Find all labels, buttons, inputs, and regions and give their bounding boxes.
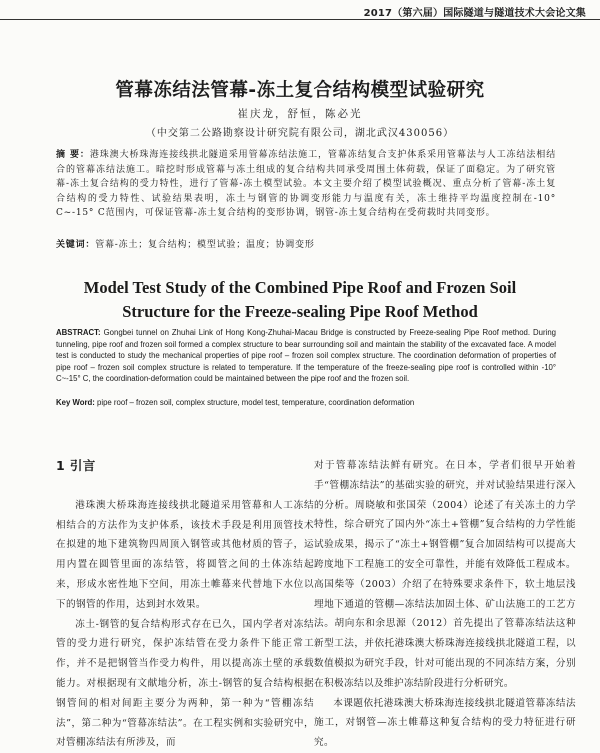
abstract-en-label: ABSTRACT:	[56, 328, 101, 337]
keywords-en	[56, 398, 556, 407]
authors-zh: 崔庆龙，舒恒，陈必光	[237, 108, 363, 120]
affiliation-zh: （中交第二公路勘察设计研究院有限公司，湖北武汉430056）	[145, 128, 455, 139]
abstract-en	[56, 327, 556, 385]
title-en-line2: Structure for the Freeze-sealing Pipe Roof Method	[122, 302, 478, 321]
paragraph: 港珠澳大桥珠海连接线拱北隧道采用管幕和人工冻结相结合的方法作为支护体系，该技术手段是利用顶管技术在拟建的地下建筑物四周顶入钢管或其他材质的管子，运用内置在圆管里面的冻结管，将圆管之间的土体冻结起来，形成水密性地下空间，用冻土帷幕来代替地下水位以下的钢管的作用，达到封水效果。	[56, 499, 314, 610]
paper-title-zh: 管幕冻结法管幕-冻土复合结构模型试验研究	[115, 80, 485, 101]
running-header	[0, 0, 600, 22]
paper-title-en	[0, 276, 600, 324]
paragraph: 冻土-钢管的复合结构形式存在已久，国内学者对冻结管的受力进行研究，保护冻结管在受力条件下能正常工作，并不是把钢管当作受力构件，用以提高冻土壁的承载能力。对根据现有文献地分析，冻土-钢管的复合结构根据钢管间的相对间距主要分为两种，第一种为“管棚冻结法”，第二种为“管幕冻结法”。在工程实例和实验研究中，对管棚冻结法有所涉及，而	[56, 618, 314, 749]
body-column-left	[56, 456, 314, 753]
abstract-zh-text: 港珠澳大桥珠海连接线拱北隧道采用管幕冻结法施工，管幕冻结复合支护体系采用管幕法与人工冻结法相结合的管幕冻结法施工。暗挖时形成管幕与冻土组成的复合结构共同承受周围土体荷载，保证了面稳定。为了研究管幕-冻土复合结构的受力特性，进行了管幕-冻土模型试验。本文主要介绍了模型试验概况、重点分析了管幕-冻土复合结构的受力特性、试验结果表明，冻土与钢管的协调变形能力与温度有关，冻土维持平均温度控制在-10° C~-15° C范围内，可保证管幕-冻土复合结构的变形协调，钢管-冻土复合结构在受荷载时共同变形。	[56, 150, 556, 218]
running-title: 2017（第六届）国际隧道与隧道技术大会论文集	[363, 8, 586, 19]
abstract-en-text: Gongbei tunnel on Zhuhai Link of Hong Kong-Zhuhai-Macau Bridge is constructed by Freeze-sealing Pipe Roof method. During tunneling, pipe roof and frozen soil formed a complex structure to bear surrounding soil and maintain the stability of the excavated face. A model test is conducted to study the mechanical properties of pipe roof – frozen soil complex structure. The coordination deformation of properties of pipe roof – frozen soil complex structure is related to temperature. If the temperature of the freeze-sealing pipe roof is controlled within -10° C~-15° C, the coordination-deformation could be maintained between the pipe roof and the frozen soil.	[56, 328, 556, 384]
title-en-line1: Model Test Study of the Combined Pipe Roof and Frozen Soil	[83, 278, 517, 297]
section-heading-intro: 1 引言	[56, 458, 96, 473]
keywords-zh	[56, 237, 556, 250]
keywords-en-label: Key Word:	[56, 398, 95, 407]
paragraph: 本课题依托港珠澳大桥珠海连接线拱北隧道管幕冻结法施工，对钢管—冻土帷幕这种复合结构的受力特征进行研究。	[314, 697, 576, 749]
header-rule	[0, 19, 600, 20]
paragraph: 对于管幕冻结法鲜有研究。在日本，学者们很早开始着手“管棚冻结法”的基础实验的研究，并对试验结果进行深入的分析。周晓敏和张国荣（2004）论述了有关冻土的力学特性，综合研究了国内外“冻土+管棚”复合结构的力学性能试验成果，揭示了“冻土+钢管棚”复合加固结构可以提高大跨度地下工程施工的安全可靠性，并能有效降低工程成本。高国柴等（2003）介绍了在特殊要求条件下，软土地层浅埋地下通道的管棚—冻结法加固土体、矿山法施工的工艺方法。胡向东和余思源（2012）首先提出了管幕冻结法这种新型工法，并依托港珠澳大桥珠海连接线拱北隧道工程，以数值模拟为研究手段，针对可能出现的不同冻结方案，分别在积极冻结以及维护冻结阶段进行分析研究。	[314, 460, 576, 689]
abstract-zh	[56, 148, 556, 221]
keywords-zh-label: 关键词：	[56, 240, 96, 250]
keywords-zh-text: 管幕-冻土；复合结构；模型试验；温度；协调变形	[95, 240, 315, 250]
abstract-zh-label: 摘 要：	[56, 150, 90, 160]
keywords-en-text: pipe roof – frozen soil, complex structure, model test, temperature, coordination deformation	[97, 398, 415, 407]
body-column-right	[314, 456, 576, 753]
